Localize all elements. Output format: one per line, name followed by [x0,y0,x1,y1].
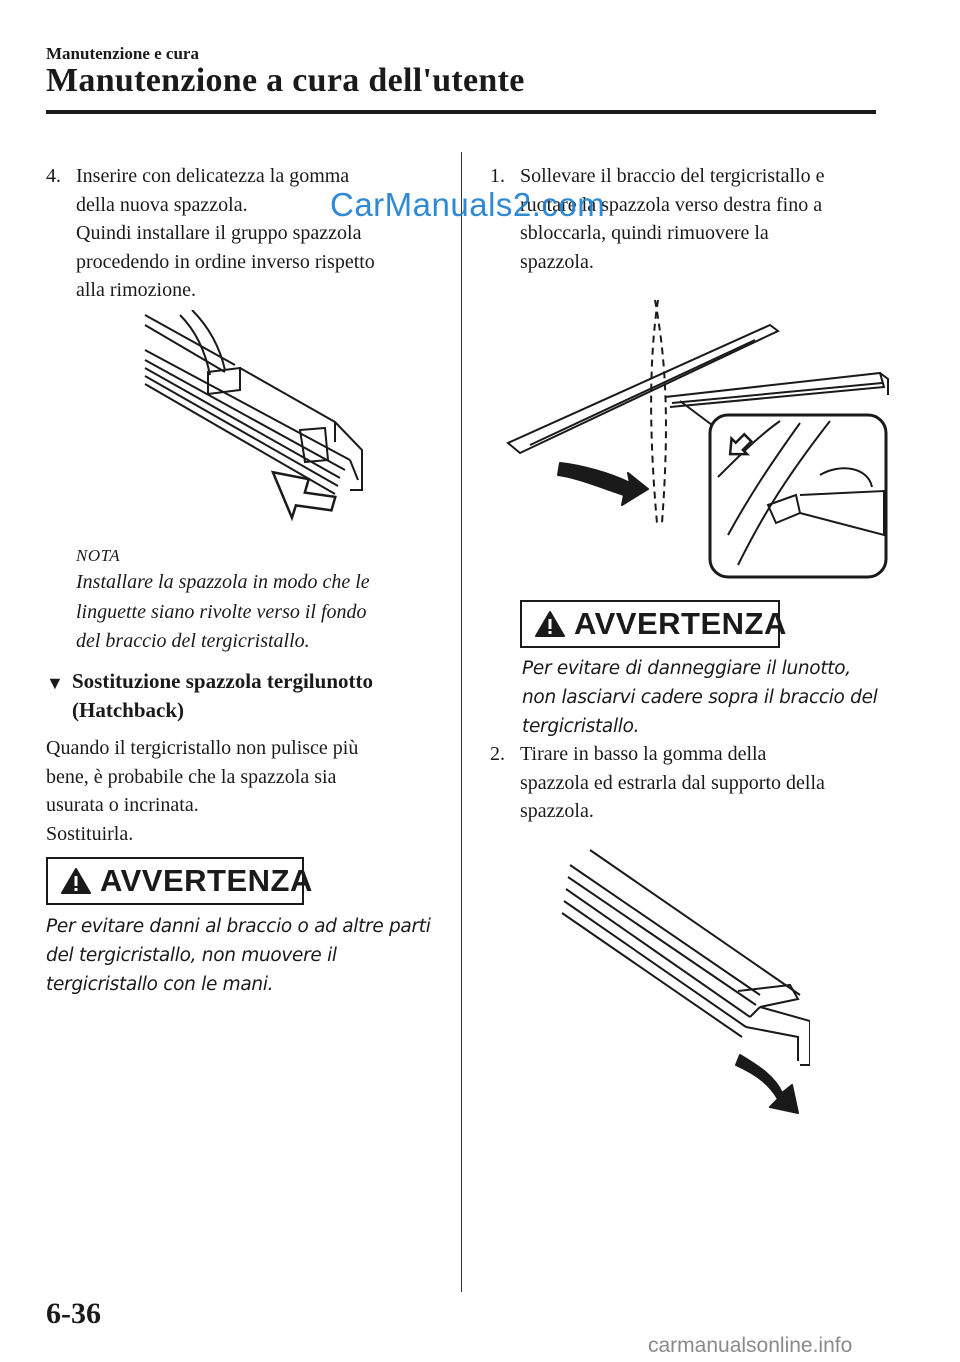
warning-line: Per evitare di danneggiare il lunotto, [522,658,851,679]
step-line: della nuova spazzola. [76,193,248,216]
blade-insert-illustration [140,310,370,530]
warning-label: AVVERTENZA [100,863,313,898]
warning-text [522,654,922,741]
subsection-heading-line: Sostituzione spazzola tergilunotto [72,669,373,693]
warning-label: AVVERTENZA [574,606,787,641]
note-text [76,568,436,657]
page-title: Manutenzione a cura dell'utente [46,62,525,99]
warning-icon [60,867,92,895]
step-line: alla rimozione. [76,279,196,301]
step-2 [490,740,890,826]
blade-rubber-removal-illustration [560,845,810,1115]
section-label: Manutenzione e cura [46,44,199,63]
paragraph-line: Sostituirla. [46,822,134,845]
warning-text [46,912,446,999]
column-divider [461,152,462,1292]
note-line: Installare la spazzola in modo che le [76,571,370,593]
step-number: 1. [490,165,505,187]
note-line: del braccio del tergicristallo. [76,630,310,652]
step-number: 2. [490,743,505,765]
step-line: sbloccarla, quindi rimuovere la [520,222,769,244]
step-line: ruotare la spazzola verso destra fino a [520,193,823,216]
step-line: procedendo in ordine inverso rispetto [76,250,375,273]
header-rule [46,110,876,114]
footer-watermark: carmanualsonline.info [648,1334,853,1357]
warning-icon [534,610,566,638]
step-line: Quindi installare il gruppo spazzola [76,222,362,244]
warning-line: Per evitare danni al braccio o ad altre parti [46,916,431,937]
step-line: spazzola. [520,800,594,822]
note-label: NOTA [76,546,121,565]
watermark-text: CarManuals2.com [330,186,606,223]
step-number: 4. [46,165,61,187]
step-line: spazzola. [520,250,594,273]
rear-wiper-removal-illustration [500,295,892,585]
note-line: linguette siano rivolte verso il fondo [76,600,367,623]
paragraph-line: Quando il tergicristallo non pulisce più [46,737,359,759]
step-line: Sollevare il braccio del tergicristallo e [520,165,825,187]
subsection-heading-line: (Hatchback) [72,698,184,722]
warning-line: del tergicristallo, non muovere il [46,945,337,966]
warning-box [520,600,787,648]
page-number: 6-36 [46,1297,101,1330]
step-text [76,162,375,305]
step-line: Tirare in basso la gomma della [520,743,767,765]
warning-line: tergicristallo con le mani. [46,974,274,995]
paragraph-line: usurata o incrinata. [46,794,199,816]
warning-box [46,857,313,905]
step-text [520,740,825,826]
step-line: spazzola ed estrarla dal supporto della [520,771,825,794]
subsection-heading [46,667,436,725]
step-line: Inserire con delicatezza la gomma [76,165,350,187]
warning-line: non lasciarvi cadere sopra il braccio del [522,687,878,708]
step-4 [46,162,446,305]
triangle-marker-icon: ▼ [46,673,64,693]
warning-line: tergicristallo. [522,716,640,737]
body-paragraph [46,734,446,848]
paragraph-line: bene, è probabile che la spazzola sia [46,765,337,788]
